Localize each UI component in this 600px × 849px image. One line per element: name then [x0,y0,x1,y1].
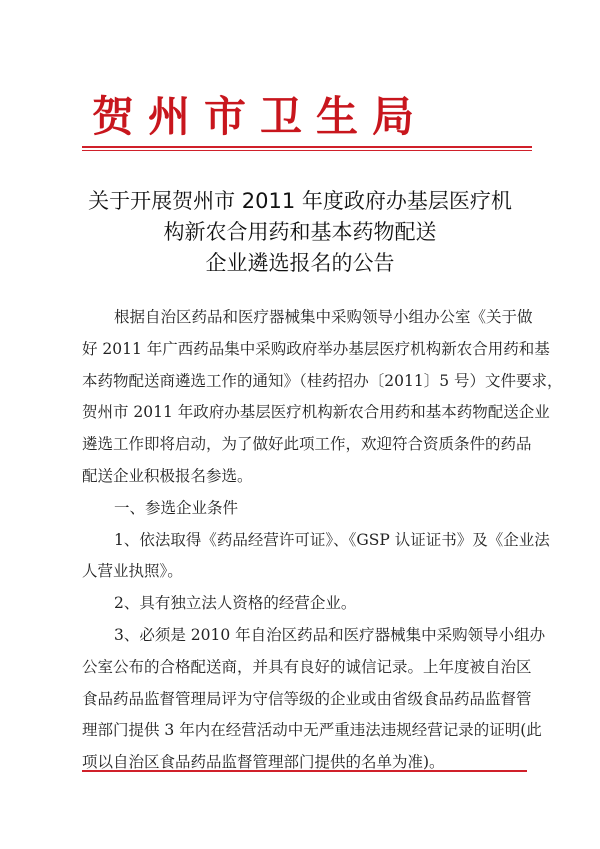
letterhead-divider [82,146,532,151]
title-line: 企业遴选报名的公告 [205,251,395,275]
body-line: 人营业执照》。 [82,562,183,581]
body-line: 理部门提供 3 年内在经营活动中无严重违法违规经营记录的证明(此 [82,721,542,740]
body-line: 贺州市 2011 年政府办基层医疗机构新农合用药和基本药物配送企业 [82,403,550,422]
body-line: 公室公布的合格配送商，并具有良好的诚信记录。上年度被自治区 [82,657,532,676]
body-line: 根据自治区药品和医疗器械集中采购领导小组办公室《关于做 [114,308,533,326]
footer-divider [82,770,527,772]
body-line: 食品药品监督管理局评为守信等级的企业或由省级食品药品监督管 [82,689,532,708]
body-line: 遴选工作即将启动，为了做好此项工作，欢迎符合资质条件的药品 [82,435,532,454]
body-line: 1、依法取得《药品经营许可证》、《GSP 认证证书》及《企业法 [114,530,550,549]
body-line: 项以自治区食品药品监督管理部门提供的名单为准)。 [82,753,445,772]
title-line: 关于开展贺州市 2011 年度政府办基层医疗机 [88,189,512,213]
section-heading: 一、参选企业条件 [114,498,239,517]
body-line: 2、具有独立法人资格的经营企业。 [114,594,357,613]
notice-title [60,186,540,279]
body-line: 本药物配送商遴选工作的通知》（桂药招办〔2011〕5 号）文件要求， [82,371,563,390]
title-line: 构新农合用药和基本药物配送 [163,220,437,244]
body-line: 3、必须是 2010 年自治区药品和医疗器械集中采购领导小组办 [114,625,546,644]
notice-body [82,302,563,779]
body-line: 配送企业积极报名参选。 [82,466,253,485]
letterhead-org-name: 贺州市卫生局 [92,92,429,141]
body-line: 好 2011 年广西药品集中采购政府举办基层医疗机构新农合用药和基 [82,339,550,358]
